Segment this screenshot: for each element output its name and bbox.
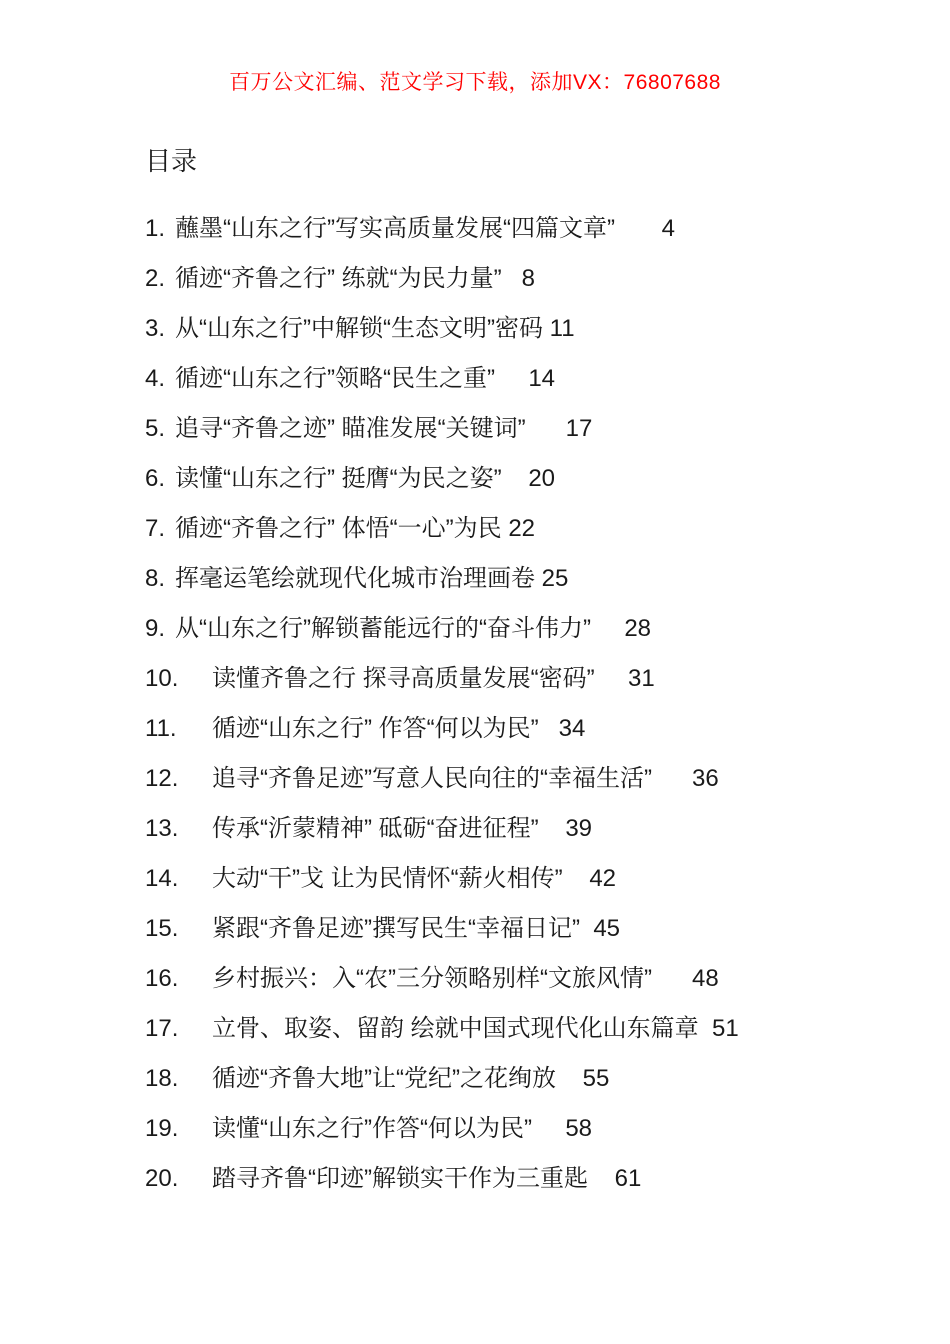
toc-item-number: 12.: [145, 765, 179, 792]
toc-item-page: 4: [661, 215, 676, 242]
toc-item-number: 18.: [145, 1065, 179, 1092]
toc-item: [145, 254, 950, 304]
toc-item-title: 蘸墨“山东之行”写实高质量发展“四篇文章”: [175, 215, 615, 242]
toc-item-title: 循迹“齐鲁之行” 体悟“一心”为民: [175, 515, 502, 542]
toc-item-number: 17.: [145, 1015, 179, 1042]
toc-item-page: 22: [508, 515, 536, 542]
toc-item-title: 追寻“齐鲁足迹”写意人民向往的“幸福生活”: [212, 765, 652, 792]
toc-item-title: 大动“干”戈 让为民情怀“薪火相传”: [212, 865, 563, 892]
toc-item-number: 6.: [145, 465, 166, 492]
toc-item-page: 31: [628, 665, 655, 692]
toc-item-number: 16.: [145, 965, 179, 992]
toc-item-spacer: [526, 415, 566, 442]
toc-heading: 目录: [145, 146, 198, 176]
toc-item-page: 36: [691, 765, 719, 792]
toc-item: [145, 1154, 950, 1204]
toc-item-page: 20: [528, 465, 556, 492]
toc-item-spacer: [652, 965, 692, 992]
toc-item-page: 28: [624, 615, 652, 642]
toc-item: [145, 1054, 950, 1104]
toc-item-number: 14.: [145, 865, 179, 892]
toc-item-number: 5.: [145, 415, 166, 442]
toc-item: [145, 754, 950, 804]
toc-item-spacer: [556, 1065, 583, 1092]
toc-item: [145, 954, 950, 1004]
toc-item-title: 立骨、取姿、留韵 绘就中国式现代化山东篇章: [212, 1015, 699, 1042]
toc-item-page: 58: [565, 1115, 593, 1142]
toc-item-number: 7.: [145, 515, 166, 542]
promo-banner: 百万公文汇编、范文学习下载，添加VX：76807688: [229, 71, 721, 94]
toc-item-title: 乡村振兴：入“农”三分领略别样“文旅风情”: [212, 965, 652, 992]
toc-item-spacer: [595, 665, 628, 692]
toc-item-page: 55: [582, 1065, 610, 1092]
toc-item-page: 14: [528, 365, 556, 392]
toc-item-title: 追寻“齐鲁之迹” 瞄准发展“关键词”: [175, 415, 526, 442]
toc-item: [145, 504, 950, 554]
toc-item-title: 循迹“齐鲁之行” 练就“为民力量”: [175, 265, 502, 292]
toc-item: [145, 404, 950, 454]
toc-item-title: 踏寻齐鲁“印迹”解锁实干作为三重匙: [212, 1165, 588, 1192]
toc-item-number: 10.: [145, 665, 179, 692]
toc-item-spacer: [532, 1115, 565, 1142]
toc-item-spacer: [591, 615, 624, 642]
toc-item-spacer: [652, 765, 692, 792]
toc-item-spacer: [543, 315, 550, 342]
toc-item-spacer: [495, 365, 528, 392]
toc-list: [145, 204, 950, 1204]
toc-item-page: 8: [521, 265, 536, 292]
toc-item-number: 11.: [145, 715, 177, 742]
toc-item: [145, 704, 950, 754]
toc-item-number: 9.: [145, 615, 166, 642]
toc-item-page: 39: [565, 815, 593, 842]
toc-item: [145, 304, 950, 354]
toc-item-spacer: [588, 1165, 615, 1192]
toc-item-number: 19.: [145, 1115, 179, 1142]
toc-item-page: 25: [541, 565, 569, 592]
toc-item: [145, 804, 950, 854]
toc-item: [145, 1004, 950, 1054]
toc-item-spacer: [502, 465, 529, 492]
toc-item-page: 34: [558, 715, 586, 742]
toc-item-title: 读懂“山东之行” 挺膺“为民之姿”: [175, 465, 502, 492]
toc-item-spacer: [539, 715, 559, 742]
toc-item-spacer: [502, 265, 522, 292]
toc-item-spacer: [535, 565, 542, 592]
toc-item-title: 循迹“山东之行” 作答“何以为民”: [212, 715, 539, 742]
toc-item-number: 15.: [145, 915, 179, 942]
toc-item-title: 读懂齐鲁之行 探寻高质量发展“密码”: [212, 665, 595, 692]
toc-item: [145, 654, 950, 704]
toc-item-title: 传承“沂蒙精神” 砥砺“奋进征程”: [212, 815, 539, 842]
toc-item-page: 61: [614, 1165, 642, 1192]
toc-item-page: 42: [589, 865, 617, 892]
toc-item: [145, 1104, 950, 1154]
toc-item-title: 读懂“山东之行”作答“何以为民”: [212, 1115, 532, 1142]
toc-item-title: 从“山东之行”中解锁“生态文明”密码: [175, 315, 543, 342]
toc-item-title: 循迹“山东之行”领略“民生之重”: [175, 365, 495, 392]
toc-item-number: 20.: [145, 1165, 179, 1192]
toc-item-title: 紧跟“齐鲁足迹”撰写民生“幸福日记”: [212, 915, 580, 942]
toc-item: [145, 204, 950, 254]
toc-item-spacer: [539, 815, 566, 842]
toc-item-page: 45: [593, 915, 621, 942]
toc-item-title: 从“山东之行”解锁蓄能远行的“奋斗伟力”: [175, 615, 591, 642]
toc-item-number: 1.: [145, 215, 166, 242]
toc-item-spacer: [563, 865, 590, 892]
toc-item-spacer: [699, 1015, 712, 1042]
toc-item-page: 48: [691, 965, 719, 992]
toc-item: [145, 604, 950, 654]
toc-item: [145, 454, 950, 504]
toc-item-title: 循迹“齐鲁大地”让“党纪”之花绚放: [212, 1065, 556, 1092]
toc-item-spacer: [615, 215, 662, 242]
toc-item-number: 2.: [145, 265, 166, 292]
toc-item: [145, 354, 950, 404]
toc-item-number: 13.: [145, 815, 179, 842]
toc-item-page: 11: [549, 315, 575, 342]
toc-item: [145, 904, 950, 954]
toc-item: [145, 854, 950, 904]
toc-item-title: 挥毫运笔绘就现代化城市治理画卷: [175, 565, 535, 592]
toc-item-number: 4.: [145, 365, 166, 392]
toc-item: [145, 554, 950, 604]
toc-item-page: 51: [712, 1015, 739, 1042]
toc-item-spacer: [580, 915, 593, 942]
toc-item-page: 17: [565, 415, 593, 442]
toc-item-number: 3.: [145, 315, 166, 342]
toc-item-number: 8.: [145, 565, 166, 592]
